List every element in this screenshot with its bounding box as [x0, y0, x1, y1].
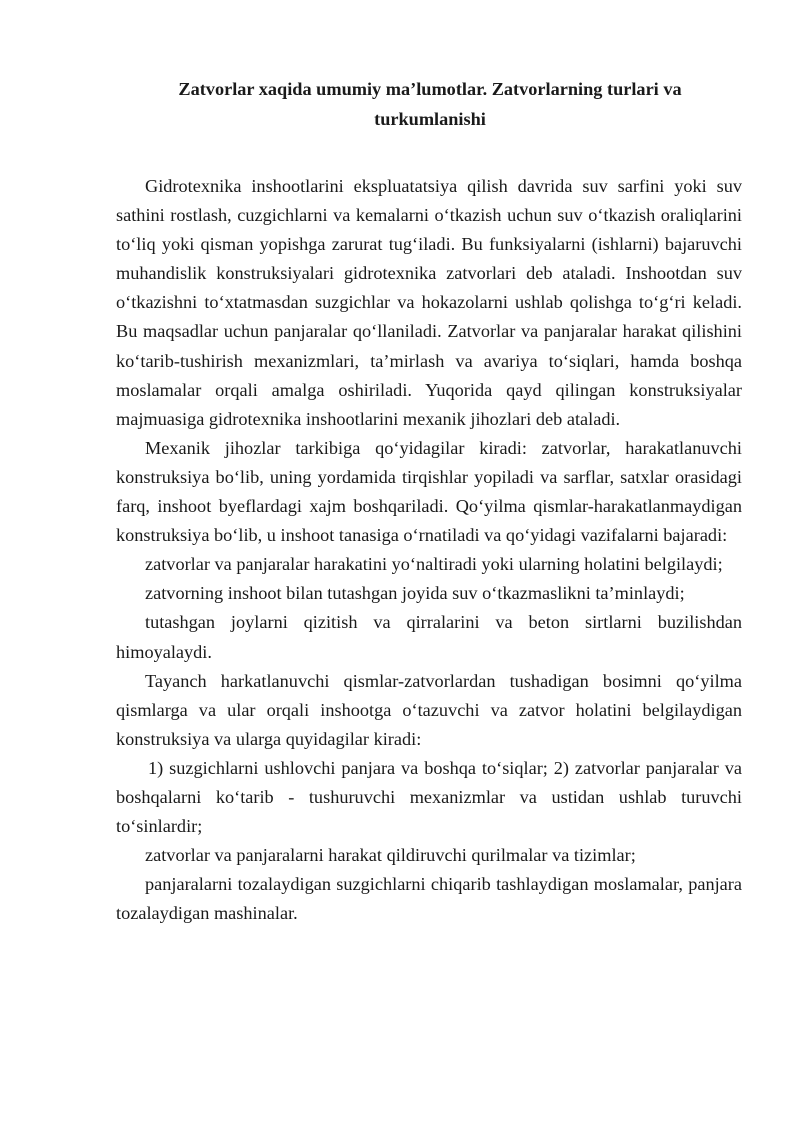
- paragraph-support-parts: Tayanch harkatlanuvchi qismlar-zatvorlardan tushadigan bosimni qo‘yilma qismlarga va ular orqali inshootga o‘tazuvchi va zatvor holatini belgilaydigan konstruksiya va ularga quyidagilar kiradi:: [116, 670, 742, 749]
- list-item-numbered: 1) suzgichlarni ushlovchi panjara va boshqa to‘siqlar; 2) zatvorlar panjaralar va boshqalarni ko‘tarib - tushuruvchi mexanizmlar va ustidan ushlab turuvchi to‘sinlardir;: [116, 757, 742, 837]
- document-title: [118, 74, 742, 134]
- document-body: [116, 172, 742, 928]
- list-item-direct-gates: zatvorlar va panjaralar harakatini yo‘naltiradi yoki ularning holatini belgilaydi;: [145, 554, 723, 575]
- list-item-watertightness: zatvorning inshoot bilan tutashgan joyida suv o‘tkazmaslikni ta’minlaydi;: [145, 583, 685, 604]
- paragraph-mechanical-equipment: Mexanik jihozlar tarkibiga qo‘yidagilar kiradi: zatvorlar, harakatlanuvchi konstruksiya bo‘lib, uning yordamida tirqishlar yopiladi va sarflar, satxlar orasidagi farq, inshoot byeflardagi xajm boshqariladi. Qo‘yilma qismlar-harakatlanmaydigan konstruksiya bo‘lib, u inshoot tanasiga o‘rnatiladi va qo‘yidagi vazifalarni bajaradi:: [116, 437, 742, 546]
- title-line-1: Zatvorlar xaqida umumiy ma’lumotlar. Zatvorlarning turlari va: [178, 79, 682, 99]
- list-item-drive-devices: zatvorlar va panjaralarni harakat qildiruvchi qurilmalar va tizimlar;: [145, 845, 636, 866]
- title-line-2: turkumlanishi: [374, 109, 486, 129]
- list-item-cleaning-machines: panjaralarni tozalaydigan suzgichlarni chiqarib tashlaydigan moslamalar, panjara tozalaydigan mashinalar.: [116, 874, 742, 924]
- paragraph-intro: Gidrotexnika inshootlarini ekspluatatsiya qilish davrida suv sarfini yoki suv sathini rostlash, cuzgichlarni va kemalarni o‘tkazish uchun suv o‘tkazish oraliqlarini to‘liq yoki qisman yopishga zarurat tug‘iladi. Bu funksiyalarni (ishlarni) bajaruvchi muhandislik konstruksiyalari gidrotexnika zatvorlari deb ataladi. Inshootdan suv o‘tkazishni to‘xtatmasdan suzgichlar va hokazolarni ushlab qolishga to‘g‘ri keladi. Bu maqsadlar uchun panjaralar qo‘llaniladi. Zatvorlar va panjaralar harakat qilishini ko‘tarib-tushirish mexanizmlari, ta’mirlash va avariya to‘siqlari, hamda boshqa moslamalar orqali amalga oshiriladi. Yuqorida qayd qilingan konstruksiyalar majmuasiga gidrotexnika inshootlarini mexanik jihozlari deb ataladi.: [116, 176, 742, 429]
- list-item-protection: tutashgan joylarni qizitish va qirralarini va beton sirtlarni buzilishdan himoyalaydi.: [116, 612, 742, 662]
